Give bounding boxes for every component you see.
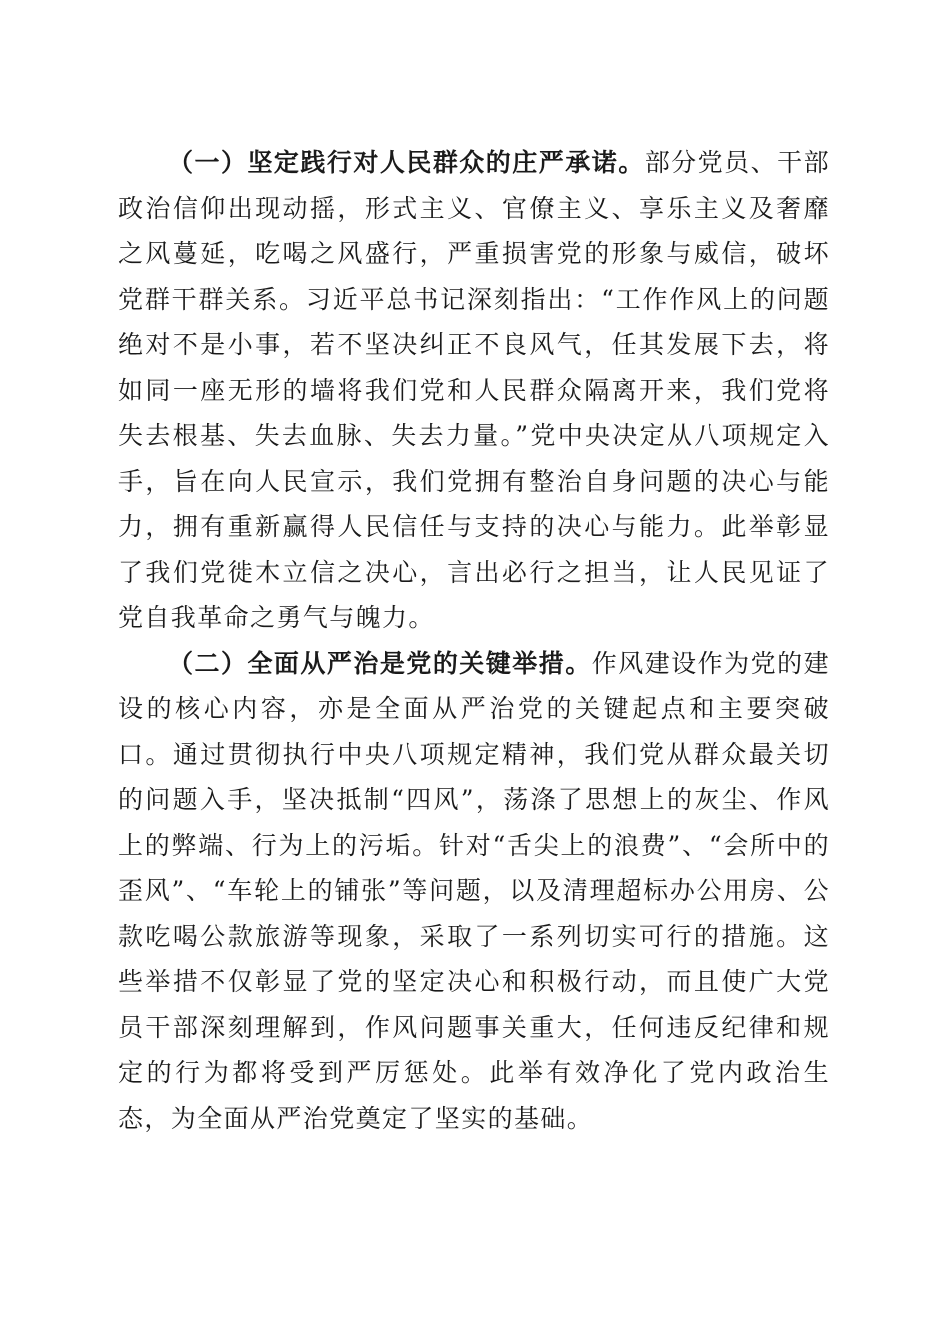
- paragraph-1: [118, 140, 830, 641]
- paragraph-1-heading: （一）坚定践行对人民群众的庄严承诺。: [168, 148, 645, 177]
- paragraph-2: [118, 641, 830, 1142]
- paragraph-2-body: 作风建设作为党的建设的核心内容，亦是全面从严治党的关键起点和主要突破口。通过贯彻执行中央八项规定精神，我们党从群众最关切的问题入手，坚决抵制“四风”，荡涤了思想上的灰尘、作风上的弊端、行为上的污垢。针对“舌尖上的浪费”、“会所中的歪风”、“车轮上的铺张”等问题，以及清理超标办公用房、公款吃喝公款旅游等现象，采取了一系列切实可行的措施。这些举措不仅彰显了党的坚定决心和积极行动，而且使广大党员干部深刻理解到，作风问题事关重大，任何违反纪律和规定的行为都将受到严厉惩处。此举有效净化了党内政治生态，为全面从严治党奠定了坚实的基础。: [118, 648, 830, 1133]
- paragraph-2-heading: （二）全面从严治是党的关键举措。: [168, 648, 592, 678]
- document-page: [118, 140, 830, 1141]
- paragraph-1-body: 部分党员、干部政治信仰出现动摇，形式主义、官僚主义、享乐主义及奢靡之风蔓延，吃喝之风盛行，严重损害党的形象与威信，破坏党群干群关系。习近平总书记深刻指出：“工作作风上的问题绝对不是小事，若不坚决纠正不良风气，任其发展下去，将如同一座无形的墙将我们党和人民群众隔离开来，我们党将失去根基、失去血脉、失去力量。”党中央决定从八项规定入手，旨在向人民宣示，我们党拥有整治自身问题的决心与能力，拥有重新赢得人民信任与支持的决心与能力。此举彰显了我们党徙木立信之决心，言出必行之担当，让人民见证了党自我革命之勇气与魄力。: [118, 148, 830, 632]
